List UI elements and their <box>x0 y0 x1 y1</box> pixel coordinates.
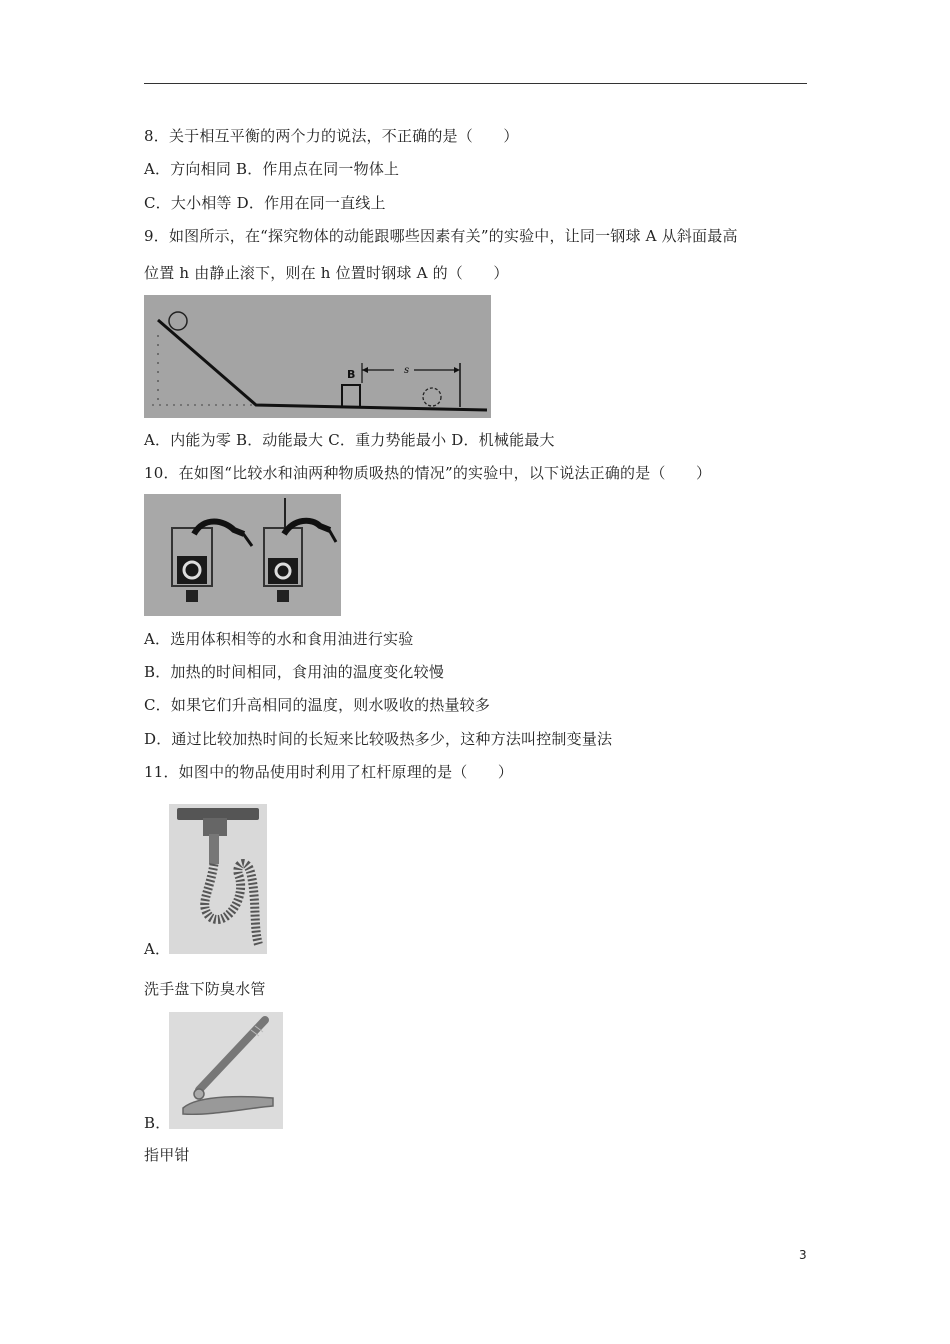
q8-options-row1: A．方向相同 B．作用点在同一物体上 <box>144 160 400 178</box>
q10-heating-figure <box>144 494 341 616</box>
page-number: 3 <box>799 1248 807 1262</box>
header-rule <box>144 83 807 84</box>
q11-nail-clipper-figure <box>169 1012 283 1129</box>
q10-stem: 10．在如图“比较水和油两种物质吸热的情况”的实验中，以下说法正确的是（ ） <box>144 464 712 482</box>
q8-stem: 8．关于相互平衡的两个力的说法，不正确的是（ ） <box>144 127 519 145</box>
q8-options-row2: C．大小相等 D．作用在同一直线上 <box>144 194 386 212</box>
q11-drain-pipe-figure <box>169 804 267 954</box>
q11-option-a-letter: A． <box>144 940 171 958</box>
q10-option-a: A．选用体积相等的水和食用油进行实验 <box>144 630 414 648</box>
q11-stem: 11．如图中的物品使用时利用了杠杆原理的是（ ） <box>144 763 514 781</box>
q10-option-c: C．如果它们升高相同的温度，则水吸收的热量较多 <box>144 696 491 714</box>
q9-incline-figure <box>144 295 491 418</box>
block-b-label: B <box>347 368 356 381</box>
q9-stem-line1: 9．如图所示，在“探究物体的动能跟哪些因素有关”的实验中，让同一钢球 A 从斜面最高 <box>144 227 738 245</box>
distance-label: s <box>404 365 410 376</box>
q11-option-a-caption: 洗手盘下防臭水管 <box>144 980 266 998</box>
q11-option-b-letter: B． <box>144 1114 171 1132</box>
q9-options: A．内能为零 B．动能最大 C．重力势能最小 D．机械能最大 <box>144 431 555 449</box>
q10-option-d: D．通过比较加热时间的长短来比较吸热多少，这种方法叫控制变量法 <box>144 730 613 748</box>
q9-stem-line2: 位置 h 由静止滚下，则在 h 位置时钢球 A 的（ ） <box>144 264 509 282</box>
q10-option-b: B．加热的时间相同，食用油的温度变化较慢 <box>144 663 445 681</box>
q11-option-b-caption: 指甲钳 <box>144 1146 190 1164</box>
